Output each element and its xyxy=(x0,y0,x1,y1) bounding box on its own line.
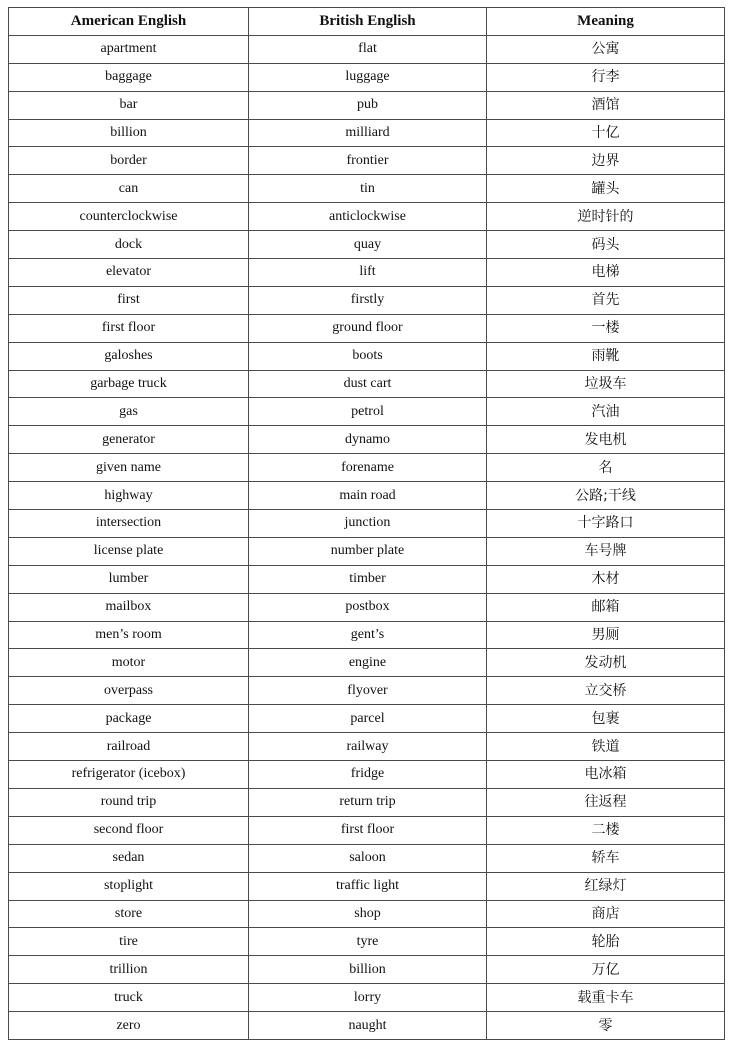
cell-meaning: 商店 xyxy=(487,900,725,928)
cell-american: can xyxy=(9,175,249,203)
cell-british: flyover xyxy=(249,677,487,705)
cell-american: sedan xyxy=(9,844,249,872)
cell-british: luggage xyxy=(249,63,487,91)
cell-american: zero xyxy=(9,1012,249,1040)
cell-meaning: 公路;干线 xyxy=(487,482,725,510)
cell-meaning: 木材 xyxy=(487,565,725,593)
cell-british: petrol xyxy=(249,398,487,426)
cell-british: ground floor xyxy=(249,314,487,342)
table-row xyxy=(9,398,725,426)
cell-american: dock xyxy=(9,231,249,259)
vocabulary-table-container xyxy=(8,7,724,1040)
cell-american: first xyxy=(9,286,249,314)
table-row xyxy=(9,956,725,984)
cell-meaning: 邮箱 xyxy=(487,593,725,621)
cell-meaning: 一楼 xyxy=(487,314,725,342)
cell-british: junction xyxy=(249,510,487,538)
table-row xyxy=(9,175,725,203)
table-row xyxy=(9,649,725,677)
table-row xyxy=(9,565,725,593)
cell-british: main road xyxy=(249,482,487,510)
cell-american: motor xyxy=(9,649,249,677)
cell-american: trillion xyxy=(9,956,249,984)
table-row xyxy=(9,482,725,510)
cell-meaning: 立交桥 xyxy=(487,677,725,705)
table-row xyxy=(9,63,725,91)
cell-american: elevator xyxy=(9,259,249,287)
cell-meaning: 万亿 xyxy=(487,956,725,984)
table-row xyxy=(9,705,725,733)
cell-meaning: 公寓 xyxy=(487,35,725,63)
cell-british: quay xyxy=(249,231,487,259)
cell-meaning: 载重卡车 xyxy=(487,984,725,1012)
cell-meaning: 边界 xyxy=(487,147,725,175)
cell-meaning: 行李 xyxy=(487,63,725,91)
table-row xyxy=(9,314,725,342)
cell-meaning: 码头 xyxy=(487,231,725,259)
table-row xyxy=(9,370,725,398)
table-row xyxy=(9,844,725,872)
table-row xyxy=(9,286,725,314)
table-row xyxy=(9,259,725,287)
cell-american: garbage truck xyxy=(9,370,249,398)
cell-american: second floor xyxy=(9,816,249,844)
table-row xyxy=(9,761,725,789)
cell-meaning: 轿车 xyxy=(487,844,725,872)
cell-american: tire xyxy=(9,928,249,956)
cell-british: first floor xyxy=(249,816,487,844)
table-row xyxy=(9,677,725,705)
table-row xyxy=(9,537,725,565)
table-row xyxy=(9,984,725,1012)
table-row xyxy=(9,593,725,621)
cell-meaning: 酒馆 xyxy=(487,91,725,119)
cell-american: license plate xyxy=(9,537,249,565)
cell-american: lumber xyxy=(9,565,249,593)
cell-meaning: 名 xyxy=(487,454,725,482)
table-row xyxy=(9,203,725,231)
cell-british: tyre xyxy=(249,928,487,956)
cell-american: highway xyxy=(9,482,249,510)
cell-meaning: 汽油 xyxy=(487,398,725,426)
cell-american: package xyxy=(9,705,249,733)
cell-british: fridge xyxy=(249,761,487,789)
cell-american: bar xyxy=(9,91,249,119)
table-row xyxy=(9,1012,725,1040)
table-row xyxy=(9,91,725,119)
table-row xyxy=(9,119,725,147)
cell-british: tin xyxy=(249,175,487,203)
cell-meaning: 雨靴 xyxy=(487,342,725,370)
cell-british: frontier xyxy=(249,147,487,175)
table-row xyxy=(9,454,725,482)
cell-american: stoplight xyxy=(9,872,249,900)
cell-meaning: 车号牌 xyxy=(487,537,725,565)
cell-meaning: 电冰箱 xyxy=(487,761,725,789)
cell-british: railway xyxy=(249,733,487,761)
cell-british: flat xyxy=(249,35,487,63)
cell-meaning: 发电机 xyxy=(487,426,725,454)
cell-american: men’s room xyxy=(9,621,249,649)
cell-american: given name xyxy=(9,454,249,482)
column-header-american: American English xyxy=(9,8,249,36)
cell-american: overpass xyxy=(9,677,249,705)
cell-american: galoshes xyxy=(9,342,249,370)
cell-british: number plate xyxy=(249,537,487,565)
cell-american: railroad xyxy=(9,733,249,761)
cell-british: firstly xyxy=(249,286,487,314)
table-row xyxy=(9,816,725,844)
cell-american: first floor xyxy=(9,314,249,342)
cell-british: traffic light xyxy=(249,872,487,900)
cell-meaning: 二楼 xyxy=(487,816,725,844)
cell-british: shop xyxy=(249,900,487,928)
cell-british: engine xyxy=(249,649,487,677)
cell-british: boots xyxy=(249,342,487,370)
table-row xyxy=(9,872,725,900)
cell-meaning: 轮胎 xyxy=(487,928,725,956)
cell-meaning: 往返程 xyxy=(487,788,725,816)
cell-meaning: 十字路口 xyxy=(487,510,725,538)
table-row xyxy=(9,35,725,63)
table-row xyxy=(9,733,725,761)
cell-british: milliard xyxy=(249,119,487,147)
cell-meaning: 首先 xyxy=(487,286,725,314)
cell-american: truck xyxy=(9,984,249,1012)
cell-american: border xyxy=(9,147,249,175)
cell-british: parcel xyxy=(249,705,487,733)
cell-meaning: 铁道 xyxy=(487,733,725,761)
cell-american: round trip xyxy=(9,788,249,816)
cell-british: dynamo xyxy=(249,426,487,454)
table-row xyxy=(9,510,725,538)
cell-meaning: 包裹 xyxy=(487,705,725,733)
cell-meaning: 发动机 xyxy=(487,649,725,677)
cell-american: refrigerator (icebox) xyxy=(9,761,249,789)
cell-british: timber xyxy=(249,565,487,593)
cell-british: pub xyxy=(249,91,487,119)
table-body xyxy=(9,35,725,1039)
cell-american: mailbox xyxy=(9,593,249,621)
table-row xyxy=(9,788,725,816)
cell-american: apartment xyxy=(9,35,249,63)
table-header xyxy=(9,8,725,36)
cell-meaning: 罐头 xyxy=(487,175,725,203)
cell-british: billion xyxy=(249,956,487,984)
cell-american: gas xyxy=(9,398,249,426)
cell-british: forename xyxy=(249,454,487,482)
cell-british: anticlockwise xyxy=(249,203,487,231)
cell-british: lorry xyxy=(249,984,487,1012)
cell-american: billion xyxy=(9,119,249,147)
cell-british: dust cart xyxy=(249,370,487,398)
table-row xyxy=(9,147,725,175)
column-header-british: British English xyxy=(249,8,487,36)
cell-british: saloon xyxy=(249,844,487,872)
table-row xyxy=(9,231,725,259)
cell-american: store xyxy=(9,900,249,928)
table-row xyxy=(9,426,725,454)
cell-meaning: 垃圾车 xyxy=(487,370,725,398)
cell-british: naught xyxy=(249,1012,487,1040)
column-header-meaning: Meaning xyxy=(487,8,725,36)
cell-meaning: 电梯 xyxy=(487,259,725,287)
cell-british: gent’s xyxy=(249,621,487,649)
cell-meaning: 红绿灯 xyxy=(487,872,725,900)
table-row xyxy=(9,928,725,956)
cell-british: lift xyxy=(249,259,487,287)
table-row xyxy=(9,900,725,928)
header-row xyxy=(9,8,725,36)
cell-american: generator xyxy=(9,426,249,454)
cell-american: intersection xyxy=(9,510,249,538)
table-row xyxy=(9,621,725,649)
vocabulary-table xyxy=(8,7,725,1040)
table-row xyxy=(9,342,725,370)
cell-meaning: 零 xyxy=(487,1012,725,1040)
cell-american: baggage xyxy=(9,63,249,91)
cell-meaning: 男厕 xyxy=(487,621,725,649)
cell-meaning: 逆时针的 xyxy=(487,203,725,231)
cell-american: counterclockwise xyxy=(9,203,249,231)
cell-meaning: 十亿 xyxy=(487,119,725,147)
cell-british: postbox xyxy=(249,593,487,621)
cell-british: return trip xyxy=(249,788,487,816)
